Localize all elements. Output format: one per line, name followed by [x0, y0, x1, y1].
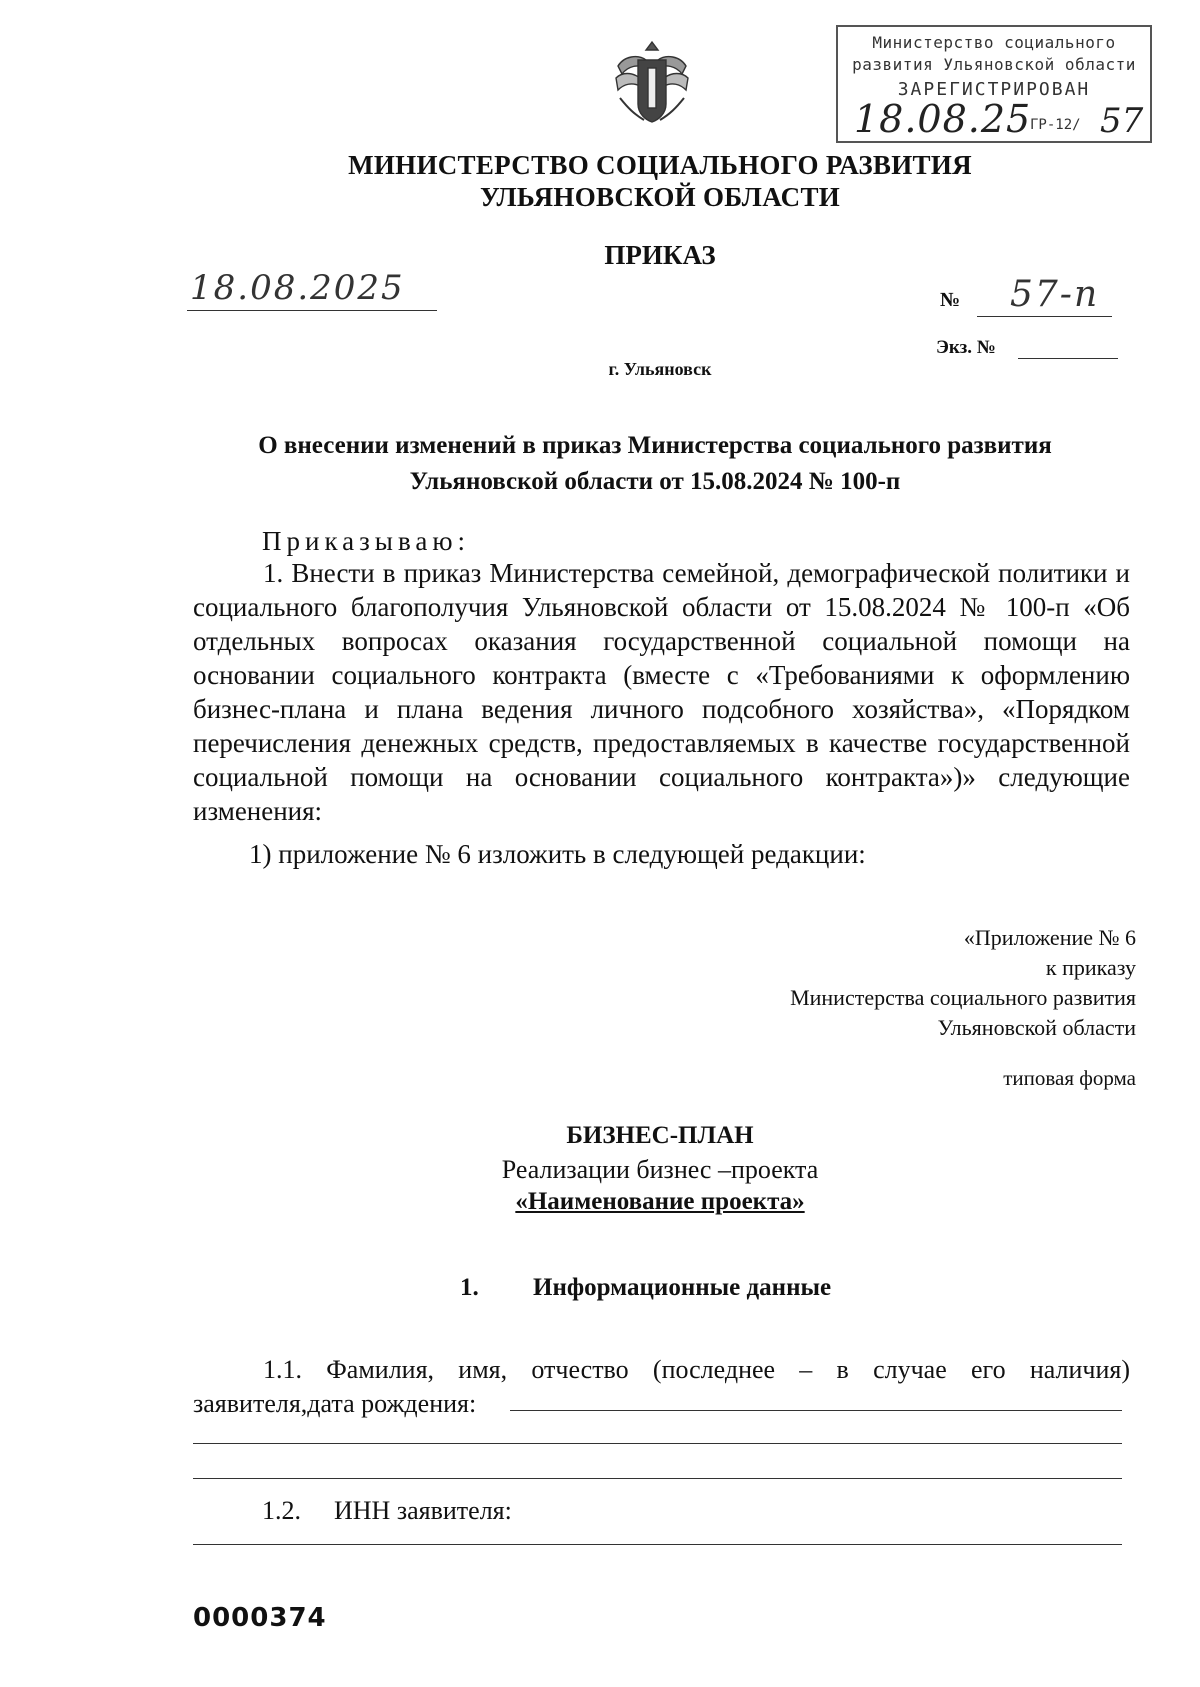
- date-underline: [187, 310, 437, 311]
- stamp-registered: ЗАРЕГИСТРИРОВАН: [897, 79, 1091, 100]
- subject-line-2: Ульяновской области от 15.08.2024 № 100-п: [409, 468, 901, 495]
- number-label: №: [940, 289, 961, 311]
- annex-line-3: Министерства социального развития: [790, 985, 1136, 1010]
- stamp-handwritten-number: 57: [1100, 101, 1144, 141]
- form-kind: типовая форма: [1003, 1066, 1136, 1090]
- field-1-2-fill-line: [193, 1544, 1122, 1545]
- coat-of-arms-icon: [610, 38, 694, 128]
- stamp-handwritten-date: 18.08.25: [854, 97, 1032, 141]
- project-name: «Наименование проекта»: [515, 1188, 805, 1215]
- annex-line-2: к приказу: [1045, 955, 1136, 980]
- serial-number: 0000374: [193, 1603, 327, 1633]
- paragraph-1: 1. Внести в приказ Министерства семейной, демографической политики и социального благополучия Ульяновской области от 15.08.2024 № 100-п «Об отдельных вопросах оказания государственной социальной помощи на основании социального контракта (вместе с «Требованиями к оформлению бизнес-плана и плана ведения личного подсобного хозяйства», «Порядком перечисления денежных средств, предоставляемых в качестве государственной социальной помощи на основании социального контракта»)» следующие изменения:: [193, 558, 1130, 826]
- ministry-name-line-2: УЛЬЯНОВСКОЙ ОБЛАСТИ: [479, 182, 841, 212]
- business-plan-title: БИЗНЕС-ПЛАН: [566, 1122, 754, 1149]
- copy-number-label: Экз. №: [936, 337, 996, 358]
- field-1-1-fill-line: [193, 1443, 1122, 1444]
- field-1-2-label: ИНН заявителя:: [334, 1496, 512, 1525]
- item-1: 1) приложение № 6 изложить в следующей редакции:: [249, 839, 866, 869]
- field-1-1-label: 1.1. Фамилия, имя, отчество (последнее – в случае его наличия) заявителя,дата рождения:: [193, 1355, 1130, 1418]
- ministry-name-line-1: МИНИСТЕРСТВО СОЦИАЛЬНОГО РАЗВИТИЯ: [348, 150, 972, 180]
- registration-stamp: [836, 25, 1152, 143]
- field-1-1-fill-line: [193, 1478, 1122, 1479]
- number-underline: [977, 316, 1112, 317]
- field-1-1-fill-line: [510, 1410, 1122, 1411]
- stamp-code: ГР-12/: [1030, 117, 1081, 133]
- handwritten-order-date: 18.08.2025: [190, 268, 405, 308]
- handwritten-order-number: 57-п: [1010, 274, 1100, 315]
- field-1-2: [262, 1496, 512, 1526]
- stamp-line-2: развития Ульяновской области: [852, 55, 1136, 74]
- subject-line-1: О внесении изменений в приказ Министерства социального развития: [258, 432, 1052, 459]
- annex-line-4: Ульяновской области: [937, 1015, 1136, 1040]
- order-subject: [190, 428, 1120, 500]
- document-type: ПРИКАЗ: [604, 240, 716, 270]
- annex-header: [790, 923, 1136, 1043]
- annex-line-1: «Приложение № 6: [963, 925, 1136, 950]
- section-title: Информационные данные: [533, 1274, 832, 1301]
- city: г. Ульяновск: [608, 359, 712, 379]
- orders-label: Приказываю:: [262, 526, 470, 556]
- business-plan-subtitle: Реализации бизнес –проекта: [501, 1155, 819, 1184]
- field-1-2-number: 1.2.: [262, 1496, 301, 1525]
- stamp-line-1: Министерство социального: [872, 33, 1116, 52]
- section-number: 1.: [460, 1274, 479, 1301]
